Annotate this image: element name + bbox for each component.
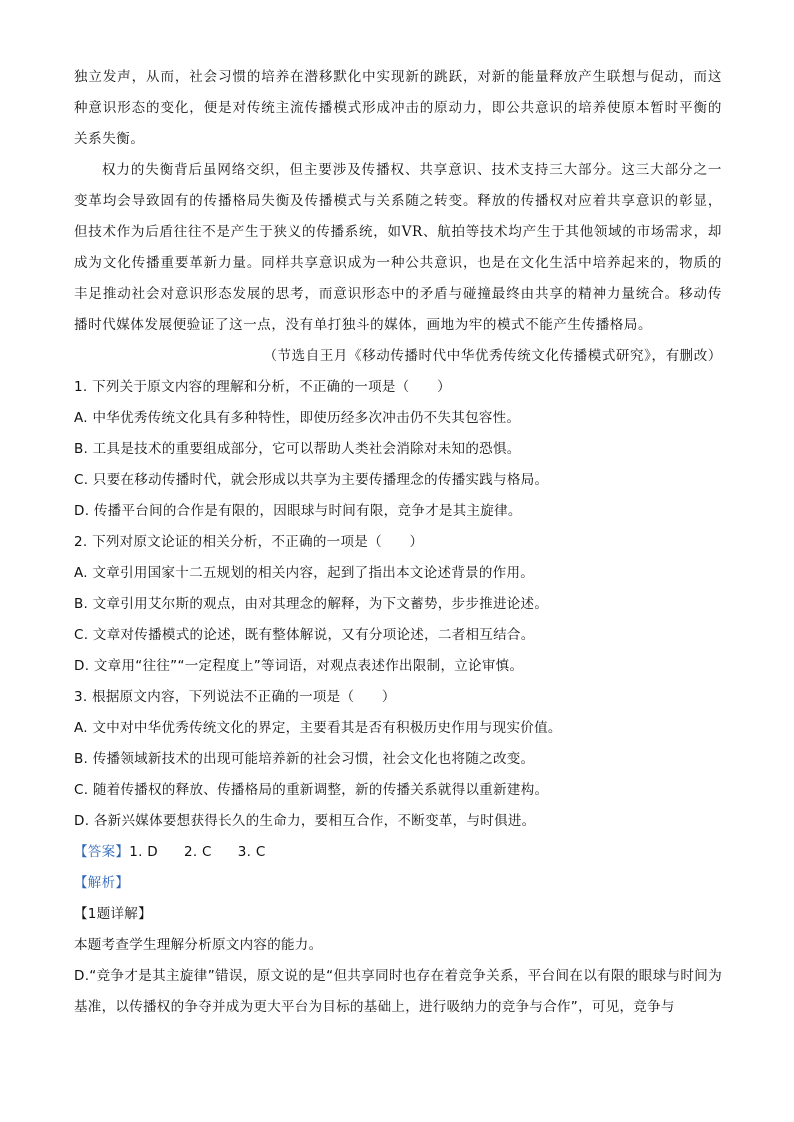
option-c: C. 随着传播权的释放、传播格局的重新调整，新的传播关系就得以重新建构。 [74,782,549,798]
option-a: A. 文章引用国家十二五规划的相关内容，起到了指出本文论述背景的作用。 [74,565,535,581]
passage-paragraph-1: 独立发声，从而，社会习惯的培养在潜移默化中实现新的跳跃，对新的能量释放产生联想与促动，而这种意识形态的变化，便是对传统主流传播模式形成冲击的原动力，即公共意识的培养使原本暂时平衡的关系失衡。 [74,69,722,147]
option-b: B. 工具是技术的重要组成部分，它可以帮助人类社会消除对未知的恐惧。 [74,441,521,457]
option-d: D. 传播平台间的合作是有限的，因眼球与时间有限，竞争才是其主旋律。 [74,503,522,519]
passage-paragraph-2: 权力的失衡背后虽网络交织，但主要涉及传播权、共享意识、技术支持三大部分。这三大部分之一变革均会导致固有的传播格局失衡及传播模式与关系随之转变。释放的传播权对应着共享意识的彰显，但技术作为后盾往往不是产生于狭义的传播系统，如VR、航拍等技术均产生于其他领域的市场需求，却成为文化传播重要革新力量。同样共享意识成为一种公共意识，也是在文化生活中培养起来的，物质的丰足推动社会对意识形态发展的思考，而意识形态中的矛盾与碰撞最终由共享的精神力量统合。移动传播时代媒体发展便验证了这一点，没有单打独斗的媒体，画地为牢的模式不能产生传播格局。 [74,162,722,333]
answer-item-3: 3. C [237,844,266,860]
option-b: B. 传播领域新技术的出现可能培养新的社会习惯，社会文化也将随之改变。 [74,751,535,767]
analysis-detail-label: 【1题详解】 [74,906,152,922]
passage-source: （节选自王月《移动传播时代中华优秀传统文化传播模式研究》，有删改） [263,348,722,364]
answer-item-1: 1. D [129,844,158,860]
option-d: D. 各新兴媒体要想获得长久的生命力，要相互合作，不断变革，与时俱进。 [74,813,536,829]
option-d: D. 文章用“往往”“一定程度上”等词语，对观点表述作出限制，立论审慎。 [74,658,524,674]
analysis-label: 【解析】 [74,875,130,891]
question-stem: 2. 下列对原文论证的相关分析，不正确的一项是（ ） [74,534,424,550]
answer-line [74,837,722,868]
option-c: C. 文章对传播模式的论述，既有整体解说，又有分项论述，二者相互结合。 [74,627,535,643]
passage [74,62,722,372]
option-b: B. 文章引用艾尔斯的观点，由对其理念的解释，为下文蓄势，步步推进论述。 [74,596,549,612]
question-stem: 1. 下列关于原文内容的理解和分析，不正确的一项是（ ） [74,379,451,395]
answer-label: 【答案】 [74,844,130,860]
option-a: A. 文中对中华优秀传统文化的界定，主要看其是否有积极历史作用与现实价值。 [74,720,562,736]
option-a: A. 中华优秀传统文化具有多种特性，即使历经多次冲击仍不失其包容性。 [74,410,521,426]
questions [74,372,722,1023]
document-page [74,62,722,1023]
option-c: C. 只要在移动传播时代，就会形成以共享为主要传播理念的传播实践与格局。 [74,472,549,488]
analysis-explanation: D.“竞争才是其主旋律”错误，原文说的是“但共享同时也存在着竞争关系，平台间在以有限的眼球与时间为基准，以传播权的争夺并成为更大平台为目标的基础上，进行吸纳力的竞争与合作”，可见，竞争与 [74,968,722,1015]
question-3 [74,682,722,837]
question-stem: 3. 根据原文内容，下列说法不正确的一项是（ ） [74,689,396,705]
question-1 [74,372,722,527]
answer-item-2: 2. C [183,844,212,860]
question-2 [74,527,722,682]
analysis-intro: 本题考查学生理解分析原文内容的能力。 [74,937,323,953]
